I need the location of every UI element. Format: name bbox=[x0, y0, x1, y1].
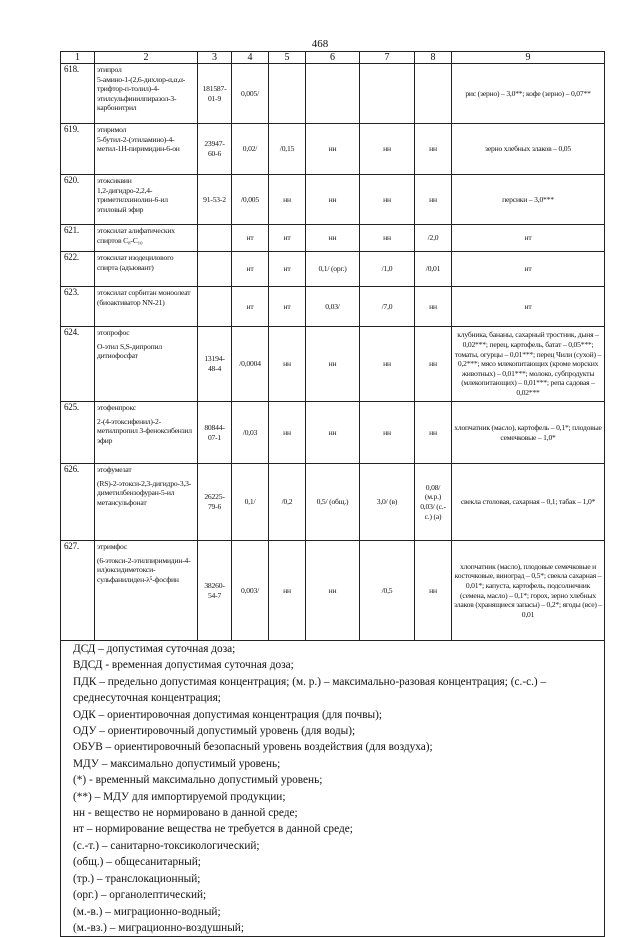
value-col-5: нн bbox=[269, 175, 306, 225]
mrl-products: зерно хлебных злаков – 0,05 bbox=[452, 124, 605, 175]
legend-item: МДУ – максимально допустимый уровень; bbox=[73, 757, 281, 770]
value-col-6: нн bbox=[306, 541, 360, 641]
value-col-7: 3,0/ (в) bbox=[360, 464, 415, 541]
cas-number: 26225-79-6 bbox=[198, 464, 232, 541]
substance-cell bbox=[95, 252, 198, 287]
legend-item: нн - вещество не нормировано в данной среде; bbox=[73, 807, 298, 820]
table-row bbox=[61, 327, 605, 402]
substance-cell bbox=[95, 225, 198, 252]
value-col-7: нн bbox=[360, 402, 415, 464]
value-col-7: нн bbox=[360, 175, 415, 225]
value-col-5: нн bbox=[269, 402, 306, 464]
value-col-8: нн bbox=[415, 541, 452, 641]
value-col-7: нн bbox=[360, 124, 415, 175]
legend-item: нт – нормирование вещества не требуется в данной среде; bbox=[73, 823, 353, 836]
table-row bbox=[61, 124, 605, 175]
value-col-4: нт bbox=[232, 287, 269, 327]
residue-limits-table bbox=[60, 51, 605, 937]
row-number: 624. bbox=[61, 327, 95, 402]
legend-item: ОДУ – ориентировочный допустимый уровень (для воды); bbox=[73, 725, 356, 738]
column-header-8: 8 bbox=[415, 52, 452, 64]
legend-item: (м.-вз.) – миграционно-воздушный; bbox=[73, 921, 244, 934]
value-col-5: /0,2 bbox=[269, 464, 306, 541]
column-header-7: 7 bbox=[360, 52, 415, 64]
legend-item: ДСД – допустимая суточная доза; bbox=[73, 643, 236, 655]
legend-item: ВДСД - временная допустимая суточная доза; bbox=[73, 659, 294, 672]
value-col-6: нн bbox=[306, 402, 360, 464]
legend-item: (м.-в.) – миграционно-водный; bbox=[73, 905, 221, 918]
value-col-8 bbox=[415, 64, 452, 124]
row-number: 622. bbox=[61, 252, 95, 287]
value-col-4: нт bbox=[232, 252, 269, 287]
value-col-8: /2,0 bbox=[415, 225, 452, 252]
legend-item: ОБУВ – ориентировочный безопасный уровень воздействия (для воздуха); bbox=[73, 741, 433, 754]
table-row bbox=[61, 402, 605, 464]
value-col-4: 0,02/ bbox=[232, 124, 269, 175]
table-row bbox=[61, 464, 605, 541]
legend bbox=[61, 641, 605, 937]
value-col-5 bbox=[269, 64, 306, 124]
substance-cell bbox=[95, 402, 198, 464]
value-col-8: нн bbox=[415, 175, 452, 225]
cas-number bbox=[198, 252, 232, 287]
column-header-5: 5 bbox=[269, 52, 306, 64]
substance-name: этипрол bbox=[97, 65, 122, 74]
row-number: 621. bbox=[61, 225, 95, 252]
mrl-products: клубника, бананы, сахарный тростник, дыня – 0,02***; перец, картофель, батат – 0,05***; томаты, огурцы – 0,01***; перец Чили (сухой) – 0,2***; мясо млекопитающих (кроме морских животных) – 0,01***; молоко, субпродукты (млекопитающих) – 0,01***; репа садовая – 0,02*** bbox=[452, 327, 605, 402]
row-number: 618. bbox=[61, 64, 95, 124]
mrl-products: хлопчатник (масло), картофель – 0,1*; плодовые семечковые – 1,0* bbox=[452, 402, 605, 464]
substance-name: этопрофос bbox=[97, 328, 130, 337]
value-col-7 bbox=[360, 64, 415, 124]
column-header-3: 3 bbox=[198, 52, 232, 64]
value-col-6: нн bbox=[306, 225, 360, 252]
table-row bbox=[61, 64, 605, 124]
row-number: 626. bbox=[61, 464, 95, 541]
value-col-4: /0,005 bbox=[232, 175, 269, 225]
table-row bbox=[61, 287, 605, 327]
substance-name: этоксилат изодецилового спирта (адъювант) bbox=[97, 253, 174, 272]
chemical-name: 1,2-дигидро-2,2,4-триметилхинолин-6-ил этиловый эфир bbox=[97, 185, 168, 214]
cas-number: 38260-54-7 bbox=[198, 541, 232, 641]
value-col-8: нн bbox=[415, 327, 452, 402]
value-col-5: нт bbox=[269, 287, 306, 327]
substance-cell bbox=[95, 464, 198, 541]
substance-name: этоксилат сорбитан моноолеат (биоактиватор NN-21) bbox=[97, 288, 191, 307]
value-col-6: нн bbox=[306, 327, 360, 402]
mrl-products: хлопчатник (масло), плодовые семечковые и косточковые, виноград – 0,5*; свекла сахарная – 0,01*; капуста, картофель, подсолнечник (семена, масло) – 0,1*; горох, зерно хлебных злаков (хранящиеся запасы) – 0,2*; ягоды (все) – 0,01 bbox=[452, 541, 605, 641]
value-col-6: нн bbox=[306, 124, 360, 175]
substance-cell bbox=[95, 64, 198, 124]
value-col-4: 0,005/ bbox=[232, 64, 269, 124]
substance-cell bbox=[95, 175, 198, 225]
column-header-6: 6 bbox=[306, 52, 360, 64]
mrl-products: персики – 3,0*** bbox=[452, 175, 605, 225]
chemical-name: 5-бутил-2-(этиламино)-4-метил-1Н-пиримидин-6-он bbox=[97, 134, 180, 154]
cas-number: 80844-07-1 bbox=[198, 402, 232, 464]
substance-name: этофумезат bbox=[97, 465, 132, 474]
substance-name: этофенпрокс bbox=[97, 403, 136, 412]
value-col-8: 0,08/ (м.р.) 0,03/ (с.-с.) (а) bbox=[415, 464, 452, 541]
value-col-8: нн bbox=[415, 124, 452, 175]
page-number: 468 bbox=[311, 38, 329, 50]
substance-cell bbox=[95, 327, 198, 402]
mrl-products: нт bbox=[452, 225, 605, 252]
value-col-7: нн bbox=[360, 225, 415, 252]
table-row bbox=[61, 175, 605, 225]
value-col-7: /0,5 bbox=[360, 541, 415, 641]
substance-name: этиримол bbox=[97, 125, 127, 134]
chemical-name: (6-этокси-2-этилпиримидин-4-ил)оксидиметокси-сульфанилиден-λ⁵-фосфин bbox=[97, 555, 191, 584]
legend-item: (орг.) – органолептический; bbox=[73, 889, 207, 902]
column-header-4: 4 bbox=[232, 52, 269, 64]
substance-cell bbox=[95, 287, 198, 327]
mrl-products: нт bbox=[452, 287, 605, 327]
value-col-5: нт bbox=[269, 252, 306, 287]
table-row bbox=[61, 541, 605, 641]
value-col-5: нт bbox=[269, 225, 306, 252]
value-col-8: /0,01 bbox=[415, 252, 452, 287]
legend-item: (**) – МДУ для импортируемой продукции; bbox=[73, 790, 286, 803]
chemical-name: 2-(4-этоксифенил)-2-метилпропил 3-феноксибензил эфир bbox=[97, 416, 192, 445]
value-col-7: /7,0 bbox=[360, 287, 415, 327]
row-number: 619. bbox=[61, 124, 95, 175]
cas-number: 13194-48-4 bbox=[198, 327, 232, 402]
chemical-name: О-этил S,S-дипропил дитиофосфат bbox=[97, 341, 162, 361]
value-col-6: 0,5/ (общ.) bbox=[306, 464, 360, 541]
value-col-6: 0,1/ (орг.) bbox=[306, 252, 360, 287]
value-col-6: нн bbox=[306, 175, 360, 225]
column-header-1: 1 bbox=[61, 52, 95, 64]
legend-item: (*) - временный максимально допустимый уровень; bbox=[73, 774, 323, 787]
legend-item: (общ.) – общесанитарный; bbox=[73, 856, 201, 869]
cas-number bbox=[198, 287, 232, 327]
legend-item: (тр.) – транслокационный; bbox=[73, 872, 201, 885]
value-col-4: 0,003/ bbox=[232, 541, 269, 641]
chemical-name: (RS)-2-этокси-2,3-дигидро-3,3-диметилбензофуран-5-ил метансульфонат bbox=[97, 478, 192, 507]
legend-item: (с.-т.) – санитарно-токсикологический; bbox=[73, 839, 260, 852]
substance-cell bbox=[95, 124, 198, 175]
value-col-8: нн bbox=[415, 402, 452, 464]
value-col-5: нн bbox=[269, 327, 306, 402]
row-number: 620. bbox=[61, 175, 95, 225]
value-col-4: /0,0004 bbox=[232, 327, 269, 402]
legend-item: ОДК – ориентировочная допустимая концентрация (для почвы); bbox=[73, 708, 383, 721]
table-row bbox=[61, 252, 605, 287]
value-col-7: /1,0 bbox=[360, 252, 415, 287]
cas-number: 181587-01-9 bbox=[198, 64, 232, 124]
substance-name: этоксилат алифатических спиртов С₈-С₁₀ bbox=[97, 226, 175, 245]
mrl-products: рис (зерно) – 3,0**; кофе (зерно) – 0,07** bbox=[452, 64, 605, 124]
chemical-name: 5-амино-1-(2,6-дихлор-α,α,α-трифтор-п-толил)-4-этилсульфинилпиразол-3-карбонитрил bbox=[97, 74, 186, 113]
value-col-4: нт bbox=[232, 225, 269, 252]
value-col-7: нн bbox=[360, 327, 415, 402]
substance-name: этоксиквин bbox=[97, 176, 132, 185]
cas-number bbox=[198, 225, 232, 252]
value-col-4: /0,03 bbox=[232, 402, 269, 464]
legend-item: ПДК – предельно допустимая концентрация; (м. р.) – максимально-разовая концентрация; (с.-с.) – среднесуточная концентрация; bbox=[73, 675, 547, 705]
row-number: 625. bbox=[61, 402, 95, 464]
mrl-products: нт bbox=[452, 252, 605, 287]
table-row bbox=[61, 225, 605, 252]
column-header-2: 2 bbox=[95, 52, 198, 64]
column-header-9: 9 bbox=[452, 52, 605, 64]
substance-cell bbox=[95, 541, 198, 641]
value-col-4: 0,1/ bbox=[232, 464, 269, 541]
mrl-products: свекла столовая, сахарная – 0,1; табак – 1,0* bbox=[452, 464, 605, 541]
value-col-5: нн bbox=[269, 541, 306, 641]
value-col-6 bbox=[306, 64, 360, 124]
substance-name: этримфос bbox=[97, 542, 128, 551]
header-row bbox=[61, 52, 605, 64]
value-col-8: нн bbox=[415, 287, 452, 327]
value-col-6: 0,03/ bbox=[306, 287, 360, 327]
legend-row bbox=[61, 641, 605, 937]
row-number: 623. bbox=[61, 287, 95, 327]
row-number: 627. bbox=[61, 541, 95, 641]
cas-number: 91-53-2 bbox=[198, 175, 232, 225]
value-col-5: /0,15 bbox=[269, 124, 306, 175]
cas-number: 23947-60-6 bbox=[198, 124, 232, 175]
